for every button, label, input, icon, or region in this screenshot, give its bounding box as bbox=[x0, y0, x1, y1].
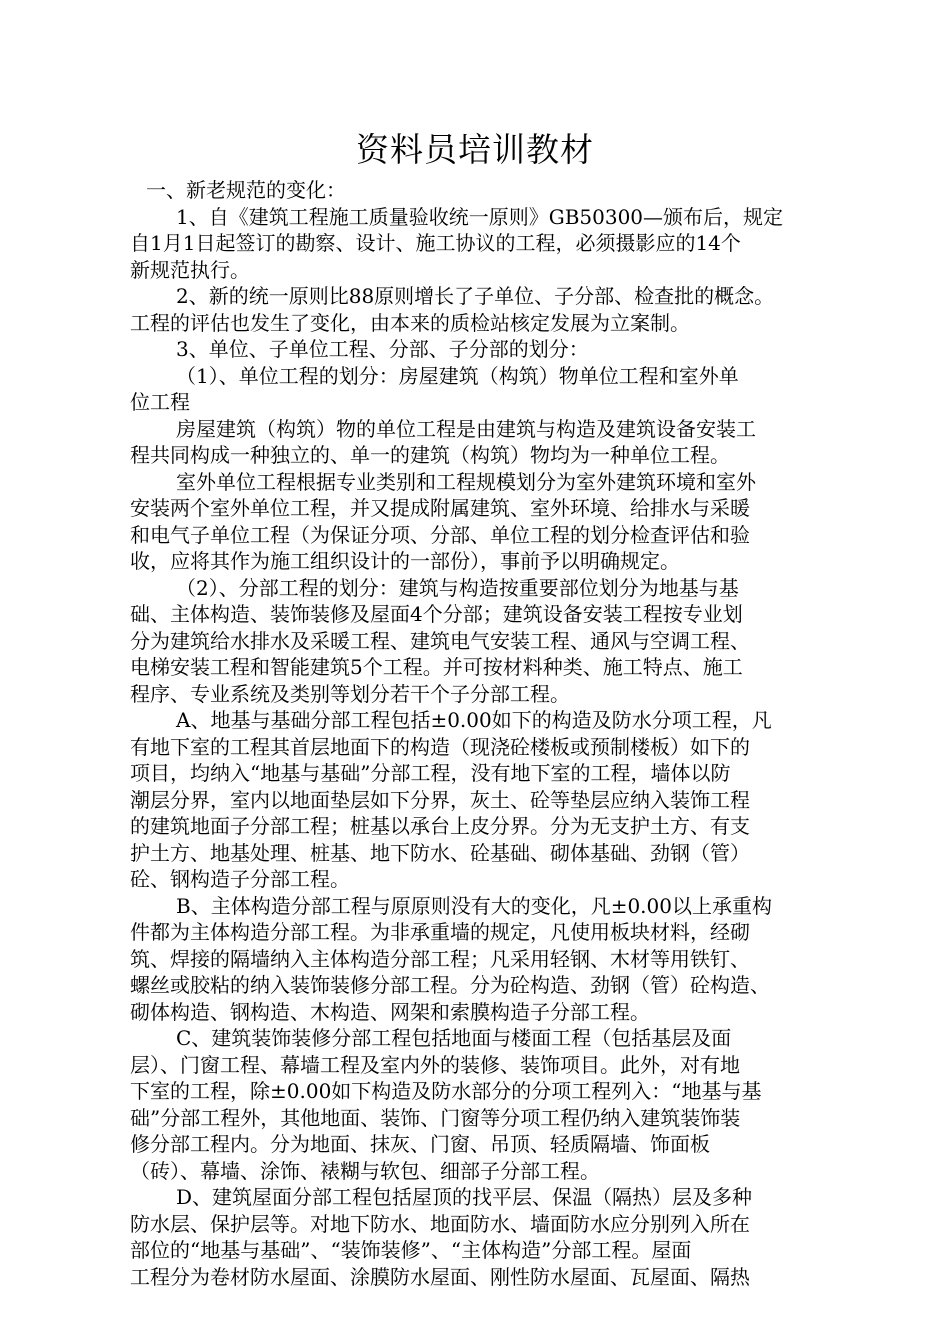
paragraph-line: 层）、门窗工程、幕墙工程及室内外的装修、装饰项目。此外，对有地 bbox=[130, 1052, 740, 1077]
paragraph-line: 电梯安装工程和智能建筑5个工程。并可按材料种类、施工特点、施工 bbox=[130, 655, 743, 679]
document-body bbox=[130, 177, 838, 1290]
paragraph-line: 收，应将其作为施工组织设计的一部份），事前予以明确规定。 bbox=[130, 549, 680, 573]
paragraph-line: 防水层、保护层等。对地下防水、地面防水、墙面防水应分别列入所在 bbox=[130, 1211, 750, 1236]
paragraph-line: 螺丝或胶粘的纳入装饰装修分部工程。分为砼构造、劲钢（管）砼构造、 bbox=[130, 973, 770, 997]
paragraph-line: 潮层分界，室内以地面垫层如下分界，灰土、砼等垫层应纳入装饰工程 bbox=[130, 787, 750, 812]
document-title: 资料员培训教材 bbox=[356, 130, 594, 169]
paragraph-line: 的建筑地面子分部工程；桩基以承台上皮分界。分为无支护土方、有支 bbox=[130, 814, 750, 838]
section-heading: 一、新老规范的变化： bbox=[146, 178, 346, 202]
paragraph-line: 础、主体构造、装饰装修及屋面4个分部；建筑设备安装工程按专业划 bbox=[130, 602, 743, 626]
paragraph-line: 和电气子单位工程（为保证分项、分部、单位工程的划分检查评估和验 bbox=[130, 522, 750, 547]
paragraph-line: 程共同构成一种独立的、单一的建筑（构筑）物均为一种单位工程。 bbox=[130, 443, 730, 467]
paragraph-line: 修分部工程内。分为地面、抹灰、门窗、吊顶、轻质隔墙、饰面板 bbox=[130, 1132, 710, 1156]
paragraph-line: 安装两个室外单位工程，并又提成附属建筑、室外环境、给排水与采暖 bbox=[130, 496, 750, 520]
paragraph-line: 项目，均纳入“地基与基础”分部工程，没有地下室的工程，墙体以防 bbox=[130, 761, 731, 785]
paragraph-line: 自1月1日起签订的勘察、设计、施工协议的工程，必须摄影应的14个 bbox=[130, 231, 741, 255]
paragraph-line: 室外单位工程根据专业类别和工程规模划分为室外建筑环境和室外 bbox=[176, 469, 756, 494]
paragraph-line: 砼、钢构造子分部工程。 bbox=[130, 867, 350, 891]
paragraph-line: 护土方、地基处理、桩基、地下防水、砼基础、砌体基础、劲钢（管） bbox=[130, 840, 750, 865]
paragraph-line: 有地下室的工程其首层地面下的构造（现浇砼楼板或预制楼板）如下的 bbox=[130, 734, 750, 759]
paragraph-line: 件都为主体构造分部工程。为非承重墙的规定，凡使用板块材料，经砌 bbox=[130, 920, 750, 944]
paragraph-line: 1、自《建筑工程施工质量验收统一原则》GB50300—颁布后，规定 bbox=[176, 204, 784, 229]
paragraph-line: 础”分部工程外，其他地面、装饰、门窗等分项工程仍纳入建筑装饰装 bbox=[130, 1105, 741, 1130]
paragraph-line: 工程的评估也发生了变化，由本来的质检站核定发展为立案制。 bbox=[130, 310, 690, 335]
paragraph-line: C、建筑装饰装修分部工程包括地面与楼面工程（包括基层及面 bbox=[176, 1026, 732, 1050]
paragraph-line: A、地基与基础分部工程包括±0.00如下的构造及防水分项工程，凡 bbox=[176, 708, 772, 732]
paragraph-line: 筑、焊接的隔墙纳入主体构造分部工程；凡采用轻钢、木材等用铁钉、 bbox=[130, 946, 750, 971]
paragraph-line: D、建筑屋面分部工程包括屋顶的找平层、保温（隔热）层及多种 bbox=[176, 1185, 753, 1209]
paragraph-line: 工程分为卷材防水屋面、涂膜防水屋面、刚性防水屋面、瓦屋面、隔热 bbox=[130, 1264, 750, 1289]
paragraph-line: 砌体构造、钢构造、木构造、网架和索膜构造子分部工程。 bbox=[130, 999, 650, 1024]
paragraph-line: 程序、专业系统及类别等划分若干个子分部工程。 bbox=[130, 681, 570, 706]
paragraph-line: 分为建筑给水排水及采暖工程、建筑电气安装工程、通风与空调工程、 bbox=[130, 628, 750, 653]
paragraph-line: （2）、分部工程的划分：建筑与构造按重要部位划分为地基与基 bbox=[176, 575, 739, 600]
paragraph-line: B、主体构造分部工程与原原则没有大的变化，凡±0.00以上承重构 bbox=[176, 893, 772, 918]
paragraph-line: 房屋建筑（构筑）物的单位工程是由建筑与构造及建筑设备安装工 bbox=[176, 416, 756, 441]
paragraph-line: 位工程 bbox=[130, 390, 190, 414]
paragraph-line: 新规范执行。 bbox=[130, 257, 250, 282]
paragraph-line: 部位的“地基与基础”、“装饰装修”、“主体构造”分部工程。屋面 bbox=[130, 1238, 692, 1262]
paragraph-line: 3、单位、子单位工程、分部、子分部的划分： bbox=[176, 337, 589, 361]
paragraph-line: 2、新的统一原则比88原则增长了子单位、子分部、检查批的概念。 bbox=[176, 284, 775, 308]
paragraph-line: （1）、单位工程的划分：房屋建筑（构筑）物单位工程和室外单 bbox=[176, 363, 739, 388]
paragraph-line: （砖）、幕墙、涂饰、裱糊与软包、细部子分部工程。 bbox=[130, 1158, 600, 1183]
paragraph-line: 下室的工程，除±0.00如下构造及防水部分的分项工程列入：“地基与基 bbox=[130, 1079, 762, 1103]
